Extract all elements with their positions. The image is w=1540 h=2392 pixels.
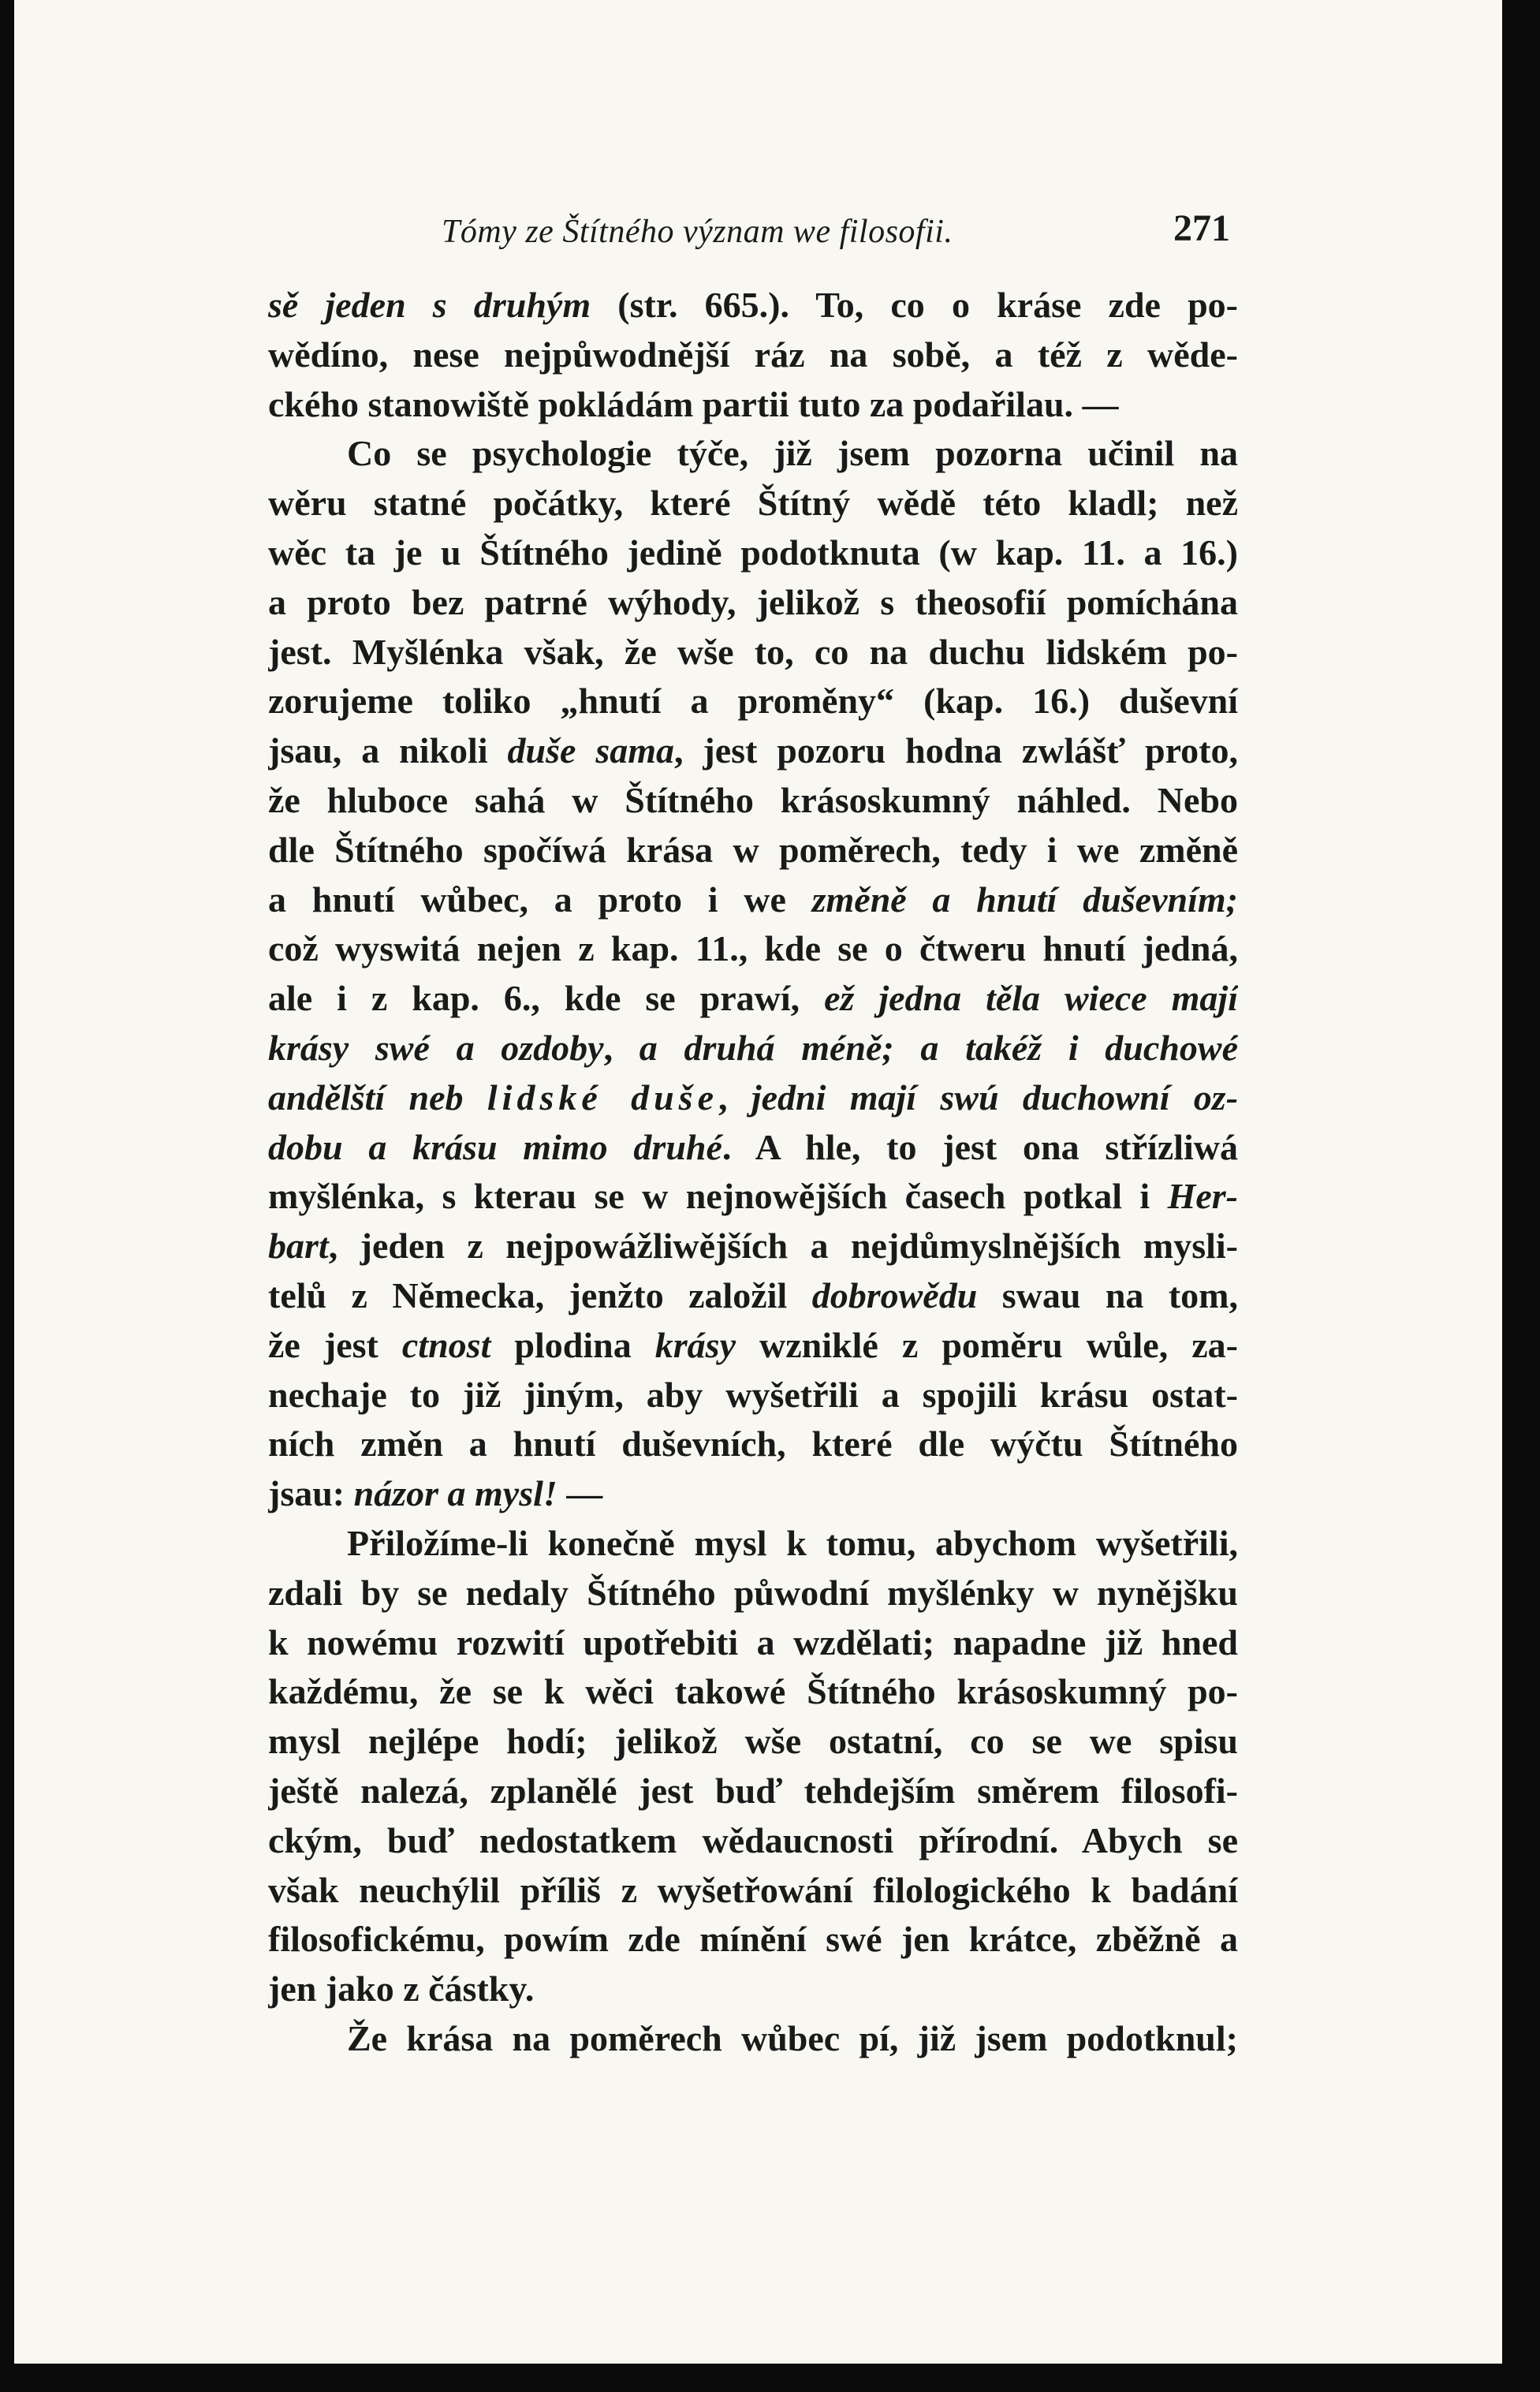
- text-line: [268, 726, 1238, 776]
- text-line: [268, 875, 1238, 925]
- scan-bottom-edge: [0, 2364, 1540, 2392]
- text-segment: plodina: [490, 1324, 655, 1365]
- text-line: [268, 1123, 1238, 1173]
- text-line: [268, 1222, 1238, 1271]
- text-line: [268, 1816, 1238, 1866]
- italic-text: jedni mají swú duchowní oz-: [751, 1077, 1238, 1118]
- text-line: [268, 528, 1238, 578]
- text-line: [268, 281, 1238, 330]
- text-segment: dle Štítného spočíwá krása w poměrech, tedy i we změně: [268, 829, 1238, 870]
- text-segment: (str. 665.). To, co o kráse zde po-: [591, 285, 1238, 325]
- text-line: [268, 1469, 1238, 1519]
- text-line: [268, 1420, 1238, 1469]
- text-segment: však neuchýlil příliš z wyšetřowání filologického k badání: [268, 1869, 1238, 1910]
- italic-text: krásy: [654, 1324, 736, 1365]
- text-segment: ckého stanowiště pokládám partii tuto za podařilau. —: [268, 383, 1119, 424]
- body-text: [268, 281, 1238, 2064]
- italic-text: sě jeden s druhým: [268, 285, 591, 325]
- text-line: [268, 1519, 1238, 1569]
- scan-right-edge: [1502, 0, 1540, 2392]
- italic-text: krásy swé a ozdoby: [268, 1027, 604, 1068]
- text-segment: a hnutí wůbec, a proto i we: [268, 879, 812, 920]
- text-segment: jsau, a nikoli: [268, 730, 508, 771]
- italic-text: ež jedna těla wiece mají: [824, 978, 1238, 1019]
- text-segment: ale i z kap. 6., kde se prawí,: [268, 978, 825, 1019]
- text-line: [268, 578, 1238, 628]
- text-segment: ,: [603, 1027, 639, 1068]
- text-line: [268, 1767, 1238, 1816]
- text-segment: . A hle, to jest ona střízliwá: [722, 1126, 1238, 1167]
- text-line: [268, 628, 1238, 677]
- text-segment: jen jako z částky.: [268, 1968, 535, 2010]
- text-segment: wěru statné počátky, které Štítný wědě této kladl; než: [268, 483, 1238, 524]
- italic-text: ctnost: [401, 1324, 491, 1365]
- italic-text: Her-: [1167, 1176, 1238, 1217]
- running-title: Tómy ze Štítného význam we filosofii.: [442, 214, 953, 250]
- italic-text: a druhá méně; a takéž i duchowé: [639, 1027, 1238, 1068]
- italic-text: bart: [268, 1226, 329, 1267]
- spaced-text: lidské duše: [487, 1077, 718, 1118]
- text-segment: , jest pozoru hodna zwlášť proto,: [674, 730, 1238, 771]
- text-segment: Přiložíme-li konečně mysl k tomu, abychom wyšetřili,: [347, 1522, 1238, 1563]
- text-segment: wěc ta je u Štítného jedině podotknuta (w kap. 11. a 16.): [268, 532, 1238, 573]
- text-segment: ckým, buď nedostatkem wědaucnosti přírodní. Abych se: [268, 1819, 1238, 1860]
- text-line: [268, 1618, 1238, 1668]
- text-segment: jest. Myšlénka však, že wše to, co na duchu lidském po-: [268, 631, 1238, 672]
- text-segment: Co se psychologie týče, již jsem pozorna učinil na: [347, 433, 1238, 474]
- text-segment: každému, že se k wěci takowé Štítného krásoskumný po-: [268, 1671, 1238, 1712]
- italic-text: změně a hnutí duševním;: [811, 879, 1238, 920]
- text-segment: mysl nejlépe hodí; jelikož wše ostatní, co se we spisu: [268, 1721, 1238, 1762]
- text-line: [268, 380, 1238, 430]
- text-line: [268, 974, 1238, 1024]
- text-segment: Že krása na poměrech wůbec pí, již jsem podotknul;: [347, 2017, 1238, 2058]
- italic-text: duše sama: [507, 730, 674, 771]
- page-header: [268, 207, 1238, 270]
- text-segment: zdali by se nedaly Štítného půwodní myšlénky w nynějšku: [268, 1572, 1238, 1613]
- text-segment: telů z Německa, jenžto založil: [268, 1274, 812, 1315]
- text-segment: že hluboce sahá w Štítného krásoskumný náhled. Nebo: [268, 779, 1238, 820]
- italic-text: dobrowědu: [811, 1274, 978, 1315]
- text-segment: a proto bez patrné wýhody, jelikož s theosofií pomíchána: [268, 581, 1238, 622]
- text-segment: —: [557, 1473, 603, 1514]
- text-line: [268, 1717, 1238, 1767]
- text-line: [268, 1321, 1238, 1371]
- text-segment: k nowému rozwití upotřebiti a wzdělati; napadne již hned: [268, 1621, 1238, 1662]
- italic-text: dobu a krásu mimo druhé: [268, 1126, 722, 1167]
- text-line: [268, 1371, 1238, 1420]
- text-segment: ještě nalezá, zplanělé jest buď tehdejším směrem filosofi-: [268, 1770, 1238, 1811]
- text-segment: což wyswitá nejen z kap. 11., kde se o čtweru hnutí jedná,: [268, 928, 1238, 969]
- text-line: [268, 776, 1238, 826]
- text-line: [268, 924, 1238, 974]
- text-segment: swau na tom,: [977, 1274, 1238, 1315]
- text-line: [268, 1073, 1238, 1123]
- text-line: [268, 1915, 1238, 1965]
- scan-left-edge: [0, 0, 14, 2392]
- text-line: [268, 479, 1238, 528]
- text-segment: filosofickému, powím zde mínění swé jen krátce, zběžně a: [268, 1919, 1238, 1960]
- text-line: [268, 677, 1238, 726]
- italic-text: názor a mysl!: [353, 1473, 557, 1514]
- text-line: [268, 1667, 1238, 1717]
- text-segment: myšlénka, s kterau se w nejnowějších časech potkal i: [268, 1176, 1168, 1217]
- text-line: [268, 330, 1238, 380]
- text-segment: jsau:: [268, 1473, 354, 1514]
- text-segment: nechaje to již jiným, aby wyšetřili a spojili krásu ostat-: [268, 1374, 1238, 1415]
- text-segment: že jest: [268, 1324, 402, 1365]
- text-line: [268, 1172, 1238, 1222]
- text-line: [268, 826, 1238, 875]
- text-segment: wědíno, nese nejpůwodnější ráz na sobě, a též z wěde-: [268, 334, 1238, 375]
- italic-text: andělští neb: [268, 1077, 487, 1118]
- text-line: [268, 429, 1238, 479]
- text-line: [268, 1024, 1238, 1073]
- text-line: [268, 1271, 1238, 1321]
- page-number: 271: [1173, 207, 1230, 249]
- text-segment: ,: [718, 1077, 751, 1118]
- text-segment: ních změn a hnutí duševních, které dle wýčtu Štítného: [268, 1424, 1238, 1465]
- text-segment: zorujeme toliko „hnutí a proměny“ (kap. 16.) duševní: [268, 681, 1238, 722]
- text-line: [268, 2014, 1238, 2064]
- text-line: [268, 1569, 1238, 1618]
- text-segment: , jeden z nejpowážliwějších a nejdůmyslnějších mysli-: [328, 1226, 1238, 1267]
- text-line: [268, 1965, 1238, 2014]
- text-line: [268, 1866, 1238, 1916]
- text-segment: wzniklé z poměru wůle, za-: [736, 1324, 1238, 1365]
